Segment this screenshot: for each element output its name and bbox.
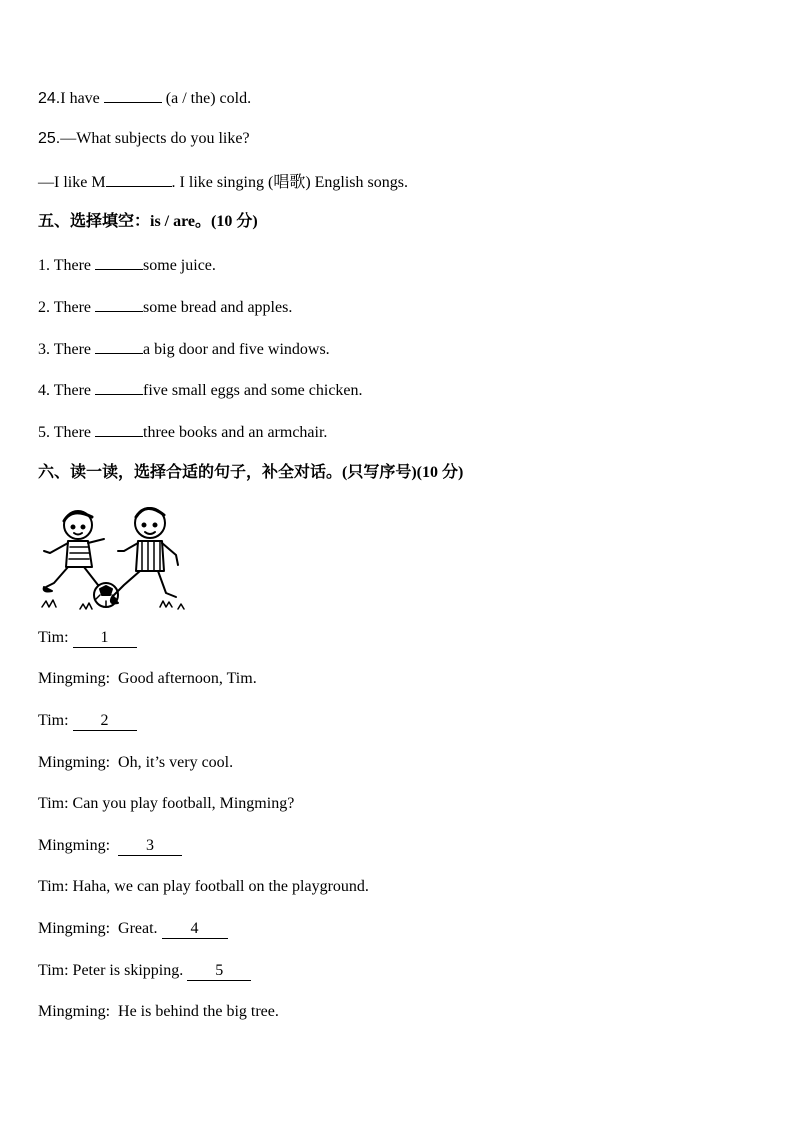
dialogue-line <box>38 961 251 981</box>
question-25-answer <box>38 171 408 193</box>
dialogue-text: Peter is skipping. <box>72 962 184 979</box>
speaker: Mingming: <box>38 837 111 854</box>
speaker: Tim: <box>38 795 69 812</box>
dialogue-text: He is behind the big tree. <box>118 1003 279 1020</box>
speaker: Mingming: <box>38 1003 111 1020</box>
speaker: Mingming: <box>38 920 111 937</box>
answer-blank[interactable] <box>104 87 162 103</box>
item-there: There <box>53 382 92 399</box>
answer-blank[interactable] <box>106 171 172 187</box>
answer-blank[interactable]: 1 <box>73 629 137 648</box>
item-number: 2. <box>38 299 50 316</box>
item-rest: some bread and apples. <box>143 299 293 316</box>
answer-blank[interactable] <box>95 421 143 437</box>
dialogue-text: Oh, it’s very cool. <box>118 754 234 771</box>
item-there: There <box>53 341 92 358</box>
speaker: Tim: <box>38 712 69 729</box>
dialogue-line <box>38 836 182 856</box>
dialogue-line <box>38 919 228 939</box>
speaker: Tim: <box>38 878 69 895</box>
fill-item <box>38 338 330 360</box>
question-text-before: I have <box>60 90 104 107</box>
fill-item <box>38 296 292 318</box>
fill-item <box>38 421 327 443</box>
speaker: Tim: <box>38 962 69 979</box>
question-number: 24. <box>38 90 61 107</box>
item-there: There <box>53 299 92 316</box>
speaker: Mingming: <box>38 670 111 687</box>
answer-blank[interactable] <box>95 338 143 354</box>
dialogue-line <box>38 794 294 814</box>
dialogue-text: Can you play football, Mingming? <box>72 795 295 812</box>
answer-blank[interactable] <box>95 296 143 312</box>
dialogue-line <box>38 711 137 731</box>
speaker: Mingming: <box>38 754 111 771</box>
item-rest: three books and an armchair. <box>143 424 328 441</box>
item-number: 1. <box>38 257 50 274</box>
two-boys-playing-football-icon <box>40 503 192 613</box>
answer-blank[interactable]: 2 <box>73 712 137 731</box>
section-5-title: 五、选择填空：is / are。(10 分) <box>38 213 258 230</box>
speaker: Tim: <box>38 629 69 646</box>
question-text: —What subjects do you like? <box>60 130 250 147</box>
answer-blank[interactable] <box>95 379 143 395</box>
item-rest: some juice. <box>143 257 216 274</box>
fill-item <box>38 254 216 276</box>
dialogue-text: Haha, we can play football on the playground. <box>72 878 369 895</box>
dialogue-line <box>38 753 233 773</box>
item-number: 3. <box>38 341 50 358</box>
item-number: 5. <box>38 424 50 441</box>
item-rest: a big door and five windows. <box>143 341 330 358</box>
answer-blank[interactable]: 3 <box>118 837 182 856</box>
item-rest: five small eggs and some chicken. <box>143 382 363 399</box>
dialogue-text: Great. <box>118 920 158 937</box>
answer-blank[interactable] <box>95 254 143 270</box>
dialogue-line <box>38 877 369 897</box>
question-25 <box>38 129 250 149</box>
answer-suffix: . I like singing (唱歌) English songs. <box>171 174 408 191</box>
answer-blank[interactable]: 4 <box>162 920 228 939</box>
dialogue-line <box>38 669 257 689</box>
question-24 <box>38 87 251 109</box>
question-number: 25. <box>38 130 61 147</box>
item-number: 4. <box>38 382 50 399</box>
dialogue-text: Good afternoon, Tim. <box>118 670 257 687</box>
section-6-title: 六、读一读，选择合适的句子，补全对话。(只写序号)(10 分) <box>38 464 464 481</box>
item-there: There <box>53 424 92 441</box>
answer-prefix: —I like M <box>38 174 106 191</box>
item-there: There <box>53 257 92 274</box>
answer-blank[interactable]: 5 <box>187 962 251 981</box>
fill-item <box>38 379 363 401</box>
dialogue-line <box>38 628 137 648</box>
question-text-after: (a / the) cold. <box>161 90 252 107</box>
dialogue-line <box>38 1002 279 1022</box>
